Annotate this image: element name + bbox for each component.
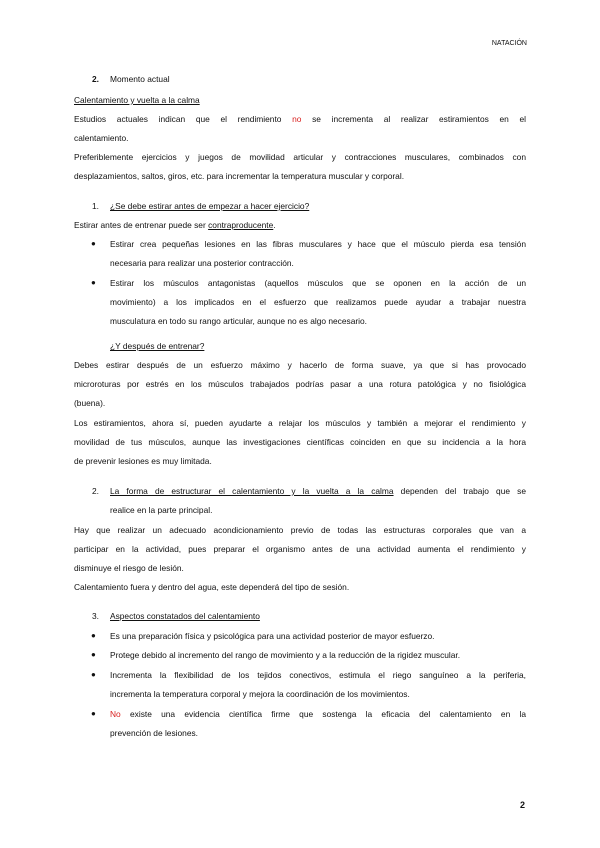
paragraph-line: Calentamiento fuera y dentro del agua, este dependerá del tipo de sesión. (74, 582, 350, 592)
section-title: Momento actual (110, 74, 170, 84)
list-item-line: incrementa la temperatura corporal y mejora la coordinación de los movimientos. (110, 689, 410, 699)
paragraph-line: Estirar antes de entrenar puede ser contraproducente. (74, 220, 276, 230)
section-number: 2. (92, 74, 99, 84)
paragraph-line: Preferiblemente ejercicios y juegos de movilidad articular y contracciones musculares, combinados con (74, 152, 526, 162)
bullet-icon: ● (91, 239, 96, 248)
list-item-line: necesaria para realizar una posterior contracción. (110, 258, 294, 268)
paragraph-line: Hay que realizar un adecuado acondicionamiento previo de todas las estructuras corporales que van a (74, 525, 526, 535)
page-number: 2 (520, 800, 526, 810)
emphasis-no: No (110, 709, 121, 719)
item-number: 3. (92, 611, 99, 621)
bullet-icon: ● (91, 650, 96, 659)
question-heading: ¿Y después de entrenar? (110, 341, 205, 351)
question-heading: ¿Se debe estirar antes de empezar a hacer ejercicio? (110, 201, 310, 211)
running-header: NATACIÓN (491, 40, 527, 47)
list-item-line: La forma de estructurar el calentamiento y la vuelta a la calma dependen del trabajo que se (110, 486, 526, 496)
list-item-line: Incrementa la flexibilidad de los tejidos conectivos, estimula el riego sanguíneo a la periferia, (110, 670, 526, 680)
list-heading: Aspectos constatados del calentamiento (110, 611, 260, 621)
list-item-line: realice en la parte principal. (110, 505, 213, 515)
paragraph-line: calentamiento. (74, 133, 129, 143)
paragraph-line: desplazamientos, saltos, giros, etc. para incrementar la temperatura muscular y corporal. (74, 171, 405, 181)
list-item-line: Estirar crea pequeñas lesiones en las fibras musculares y hace que el músculo pierda esa tensión (110, 239, 526, 249)
list-item-line: Protege debido al incremento del rango de movimiento y a la reducción de la rigidez muscular. (110, 650, 461, 660)
bullet-icon: ● (91, 278, 96, 287)
subheading: Calentamiento y vuelta a la calma (74, 95, 200, 105)
paragraph-line: participar en la actividad, pues preparar el organismo antes de una actividad aumenta el rendimiento y (74, 544, 526, 554)
paragraph-line: Estudios actuales indican que el rendimiento no se incrementa al realizar estiramientos en el (74, 114, 526, 124)
list-item-line: Estirar los músculos antagonistas (aquellos músculos que se oponen en la acción de un (110, 278, 526, 288)
list-item-line: musculatura en todo su rango articular, aunque no es algo necesario. (110, 316, 367, 326)
bullet-icon: ● (91, 631, 96, 640)
list-item-line: movimiento) a los implicados en el esfuerzo que realizamos puede ayudar a trabajar nuestra (110, 297, 526, 307)
paragraph-line: microroturas por estrés en los músculos trabajados podrías pasar a una rotura patológica y no fisiológica (74, 379, 526, 389)
paragraph-line: movilidad de tus músculos, aunque las investigaciones científicas coinciden en que su incidencia a la hora (74, 437, 526, 447)
list-item-line: prevención de lesiones. (110, 728, 198, 738)
question-number: 1. (92, 201, 99, 211)
emphasis-no: no (292, 114, 302, 124)
paragraph-line: de prevenir lesiones es muy limitada. (74, 456, 212, 466)
paragraph-line: (buena). (74, 398, 106, 408)
paragraph-line: Los estiramientos, ahora sí, pueden ayudarte a relajar los músculos y también a mejorar el rendimiento y (74, 418, 526, 428)
paragraph-line: disminuye el riesgo de lesión. (74, 563, 184, 573)
paragraph-line: Debes estirar después de un esfuerzo máximo y hacerlo de forma suave, ya que si has provocado (74, 360, 526, 370)
bullet-icon: ● (91, 709, 96, 718)
bullet-icon: ● (91, 670, 96, 679)
item-number: 2. (92, 486, 99, 496)
list-item-line: Es una preparación física y psicológica para una actividad posterior de mayor esfuerzo. (110, 631, 435, 641)
list-item-line: No existe una evidencia científica firme que sostenga la eficacia del calentamiento en la (110, 709, 526, 719)
